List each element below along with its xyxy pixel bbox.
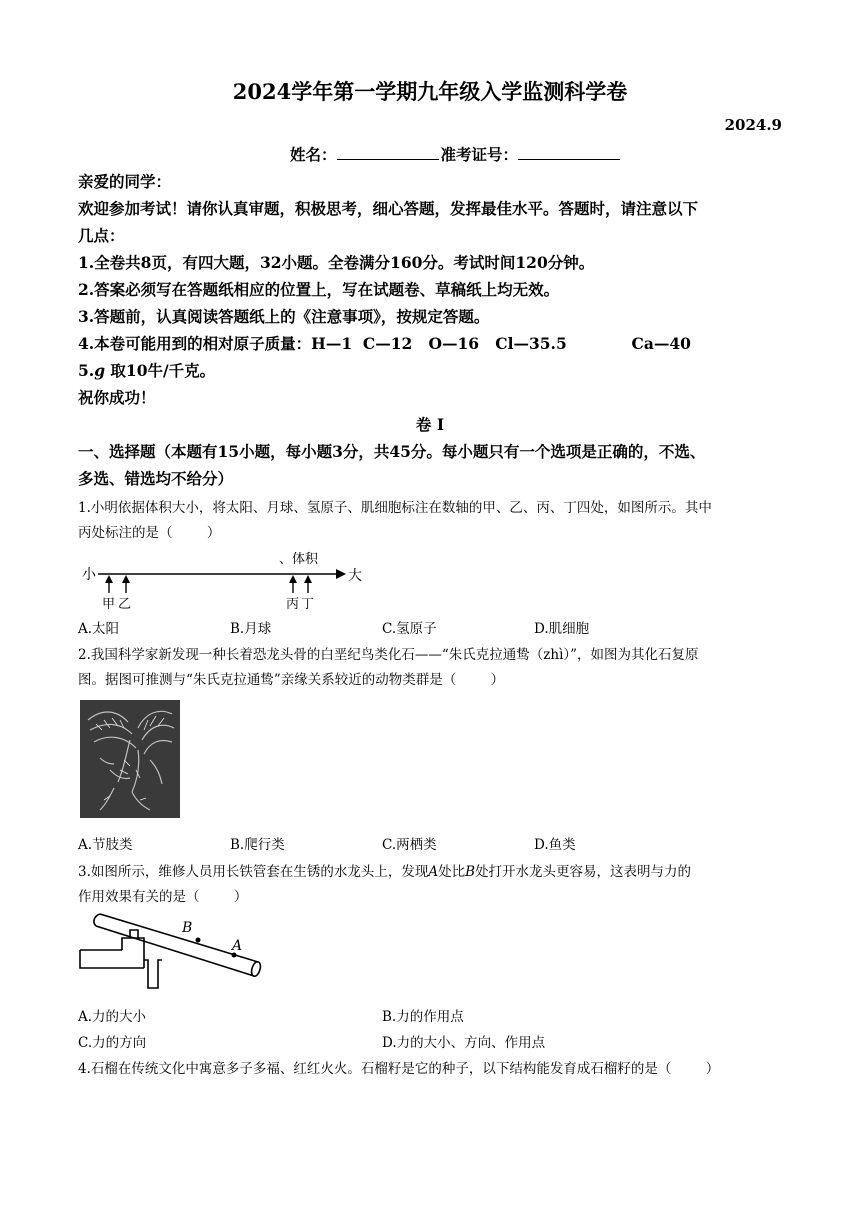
- candidate-info-row: [290, 143, 622, 165]
- name-label: 姓名：: [290, 145, 337, 164]
- q3-line-1-c: 处打开水龙头更容易，这表明与力的: [475, 864, 692, 880]
- note-5: [78, 359, 215, 381]
- exam-title: 2024学年第一学期九年级入学监测科学卷: [232, 79, 628, 104]
- q1-option-d: D.肌细胞: [534, 621, 590, 637]
- q2-option-d: D.鱼类: [534, 837, 576, 853]
- q1-option-c: C.氢原子: [382, 621, 437, 637]
- marker-bing: [289, 575, 297, 593]
- q3-line-1: [78, 860, 691, 880]
- axis-name-label: 、体积: [279, 552, 319, 567]
- q1-option-b: B.月球: [230, 621, 272, 637]
- volume-number-line-figure: [78, 548, 368, 614]
- part1-heading-line-1: 一、选择题（本题有15小题，每小题3分，共45分。每小题只有一个选项是正确的，不选、: [78, 442, 706, 461]
- q3-point-b: B: [465, 864, 476, 880]
- q3-option-c: C.力的方向: [78, 1035, 147, 1051]
- axis-arrowhead: [336, 569, 346, 579]
- note-2: 2.答案必须写在答题纸相应的位置上，写在试题卷、草稿纸上均无效。: [78, 280, 560, 299]
- q3-point-a: A: [428, 864, 439, 880]
- note-1: 1.全卷共8页，有四大题，32小题。全卷满分160分。考试时间120分钟。: [78, 253, 595, 272]
- marker-yi: [122, 575, 130, 593]
- q3-option-b: B.力的作用点: [382, 1009, 464, 1025]
- q3-line-1-b: 处比: [438, 864, 466, 880]
- greeting: 亲爱的同学：: [78, 172, 172, 191]
- welcome-line-1: 欢迎参加考试！请你认真审题，积极思考，细心答题，发挥最佳水平。答题时，请注意以下: [78, 199, 699, 218]
- q1-line-2: 丙处标注的是（ ）: [78, 525, 221, 541]
- q2-option-a: A.节肢类: [78, 837, 133, 853]
- section-title: 卷 I: [415, 415, 445, 434]
- name-blank: [337, 144, 439, 160]
- note-5-rest: 取10牛/千克。: [105, 361, 216, 380]
- q3-line-1-a: 3.如图所示，维修人员用长铁管套在生锈的水龙头上，发现: [78, 864, 429, 880]
- q1-line-1: 1.小明依据体积大小，将太阳、月球、氢原子、肌细胞标注在数轴的甲、乙、丙、丁四处，如图所示。其中: [78, 500, 712, 516]
- note-5-prefix: 5.: [78, 361, 95, 380]
- note-3: 3.答题前，认真阅读答题纸上的《注意事项》，按规定答题。: [78, 307, 490, 326]
- q3-option-d: D.力的大小、方向、作用点: [382, 1035, 546, 1051]
- q2-option-b: B.爬行类: [230, 837, 285, 853]
- label-a: A: [232, 938, 243, 954]
- label-jia: 甲: [102, 597, 116, 612]
- axis-big-label: 大: [348, 568, 362, 584]
- wish: 祝你成功！: [78, 388, 156, 407]
- faucet-pipe-figure: [78, 910, 268, 994]
- q4-line-1: 4.石榴在传统文化中寓意多子多福、红红火火。石榴籽是它的种子，以下结构能发育成石榴籽的是（ ）: [78, 1061, 720, 1077]
- marker-ding: [304, 575, 312, 593]
- q2-line-2: 图。据图可推测与“朱氏克拉通鸷”亲缘关系较近的动物类群是（ ）: [78, 672, 505, 688]
- label-yi: 乙: [118, 597, 132, 612]
- exam-date: 2024.9: [724, 116, 782, 134]
- id-blank: [518, 144, 620, 160]
- label-b: B: [182, 920, 193, 936]
- id-label: 准考证号：: [440, 145, 519, 164]
- label-bing: 丙: [286, 597, 300, 612]
- part1-heading-line-2: 多选、错选均不给分）: [78, 469, 234, 488]
- fossil-bird-image: [80, 700, 180, 818]
- marker-jia: [105, 575, 113, 593]
- q1-option-a: A.太阳: [78, 621, 120, 637]
- q3-line-2: 作用效果有关的是（ ）: [78, 889, 248, 905]
- wall-pipe: [80, 950, 144, 968]
- q3-option-a: A.力的大小: [78, 1009, 147, 1025]
- q2-option-c: C.两栖类: [382, 837, 437, 853]
- q2-line-1: 2.我国科学家新发现一种长着恐龙头骨的白垩纪鸟类化石——“朱氏克拉通鸷（zhì）”，如图为其化石复原: [78, 647, 699, 663]
- note-4: 4.本卷可能用到的相对原子质量：H—1 C—12 O—16 Cl—35.5 Ca—40: [78, 334, 691, 353]
- note-5-g: g: [94, 361, 106, 380]
- welcome-line-2: 几点：: [78, 226, 125, 245]
- axis-small-label: 小: [82, 567, 96, 583]
- label-ding: 丁: [301, 597, 315, 612]
